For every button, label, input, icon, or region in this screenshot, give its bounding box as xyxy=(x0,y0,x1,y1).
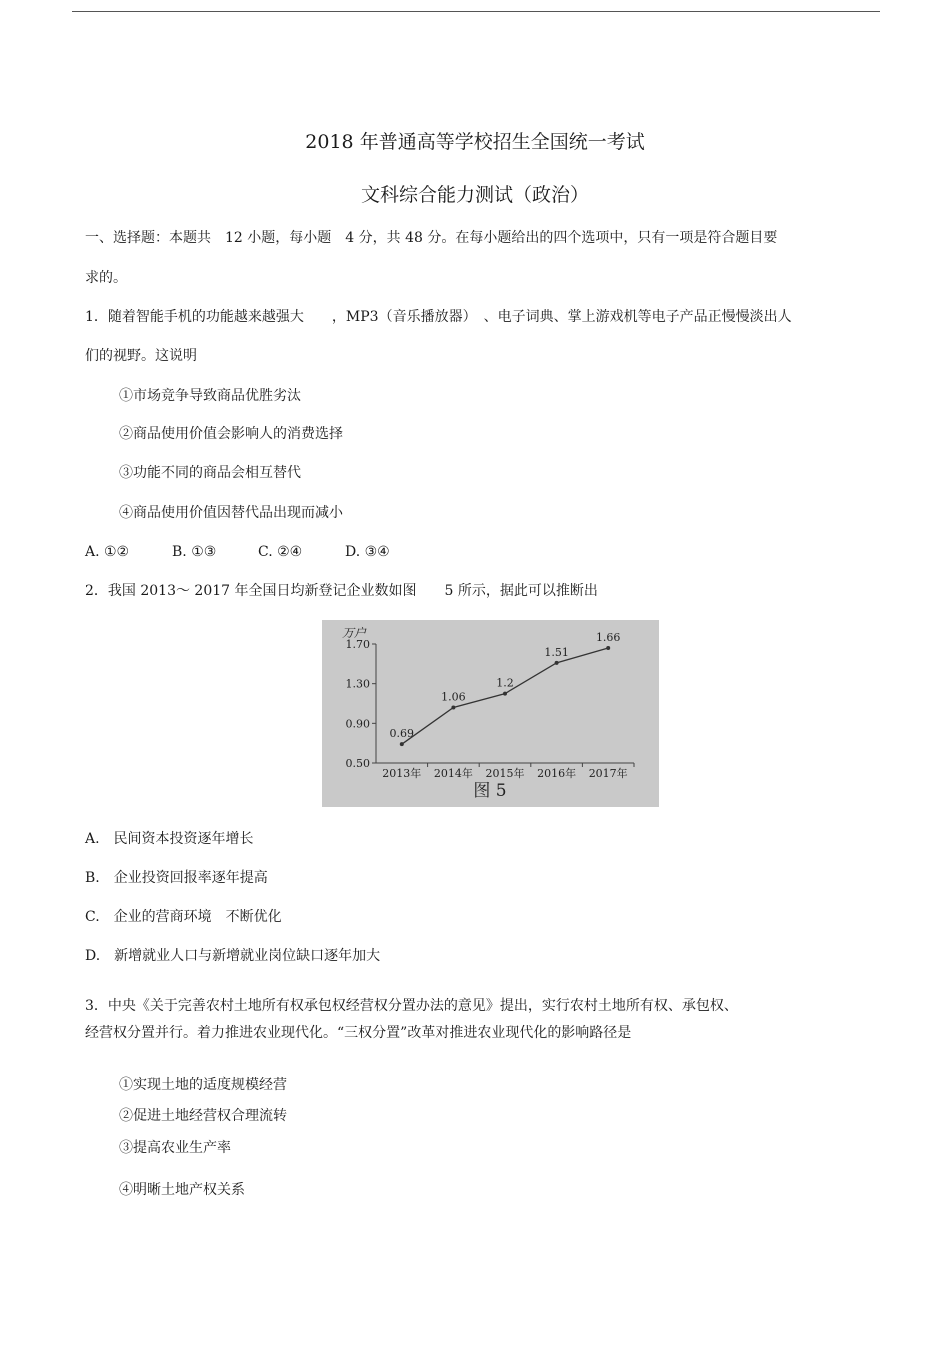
data-label: 1.06 xyxy=(441,690,466,704)
x-tick-label: 2014年 xyxy=(433,767,473,780)
data-point xyxy=(606,646,610,650)
x-tick-label: 2015年 xyxy=(485,767,525,780)
q3-stem-cont: 经营权分置并行。着力推进农业现代化。“三权分置”改革对推进农业现代化的影响路径是 xyxy=(85,1025,632,1041)
data-point xyxy=(555,661,559,665)
series-line xyxy=(402,645,608,744)
y-tick-label: 1.30 xyxy=(345,677,370,691)
q1-stem-cont: 们的视野。这说明 xyxy=(85,348,197,364)
q1-option-a: A. ①② xyxy=(85,544,130,560)
q2-option-c: C. 企业的营商环境 不断优化 xyxy=(85,909,282,925)
q1-item: ②商品使用价值会影响人的消费选择 xyxy=(119,426,343,442)
data-point xyxy=(451,705,455,709)
q1-option-c: C. ②④ xyxy=(258,544,303,560)
figure-5-chart xyxy=(322,620,659,807)
q3-item: ③提高农业生产率 xyxy=(119,1140,231,1156)
x-tick-label: 2013年 xyxy=(382,767,422,780)
q1-option-d: D. ③④ xyxy=(345,544,390,560)
data-label: 0.69 xyxy=(389,727,415,741)
q3-item: ④明晰土地产权关系 xyxy=(119,1182,245,1198)
q3-item: ②促进土地经营权合理流转 xyxy=(119,1108,287,1124)
q3-item: ①实现土地的适度规模经营 xyxy=(119,1077,287,1093)
data-point xyxy=(503,692,507,696)
y-tick-label: 0.50 xyxy=(345,757,370,770)
y-axis-label: 万户 xyxy=(342,626,367,640)
figure-caption: 图 5 xyxy=(473,781,507,801)
line-chart xyxy=(322,620,659,807)
q2-option-d: D. 新增就业人口与新增就业岗位缺口逐年加大 xyxy=(85,948,381,964)
q3-stem: 3．中央《关于完善农村土地所有权承包权经营权分置办法的意见》提出，实行农村土地所有权、承包权、 xyxy=(85,998,738,1014)
q1-item: ④商品使用价值因替代品出现而减小 xyxy=(119,505,343,521)
data-label: 1.66 xyxy=(595,630,621,644)
data-label: 1.2 xyxy=(496,676,514,690)
section-intro: 一、选择题：本题共 12 小题，每小题 4 分，共 48 分。在每小题给出的四个选项中，只有一项是符合题目要 xyxy=(85,230,778,246)
q1-option-b: B. ①③ xyxy=(172,544,217,560)
q1-item: ③功能不同的商品会相互替代 xyxy=(119,465,301,481)
data-label: 1.51 xyxy=(544,645,569,659)
q2-option-a: A. 民间资本投资逐年增长 xyxy=(85,831,254,847)
exam-subtitle: 文科综合能力测试（政治） xyxy=(360,184,589,206)
exam-title: 2018 年普通高等学校招生全国统一考试 xyxy=(305,131,645,153)
header-rule xyxy=(72,11,880,12)
q1-stem: 1．随着智能手机的功能越来越强大 ，MP3（音乐播放器） 、电子词典、掌上游戏机等电子产品正慢慢淡出人 xyxy=(85,309,792,325)
y-tick-label: 1.70 xyxy=(345,638,370,651)
q1-item: ①市场竞争导致商品优胜劣汰 xyxy=(119,388,301,404)
q2-stem: 2．我国 2013～ 2017 年全国日均新登记企业数如图 5 所示，据此可以推断出 xyxy=(85,583,598,599)
y-tick-label: 0.90 xyxy=(345,717,370,731)
data-point xyxy=(400,742,404,746)
x-tick-label: 2016年 xyxy=(537,767,577,780)
section-intro-cont: 求的。 xyxy=(85,270,127,286)
q2-option-b: B. 企业投资回报率逐年提高 xyxy=(85,870,268,886)
x-tick-label: 2017年 xyxy=(588,767,628,780)
